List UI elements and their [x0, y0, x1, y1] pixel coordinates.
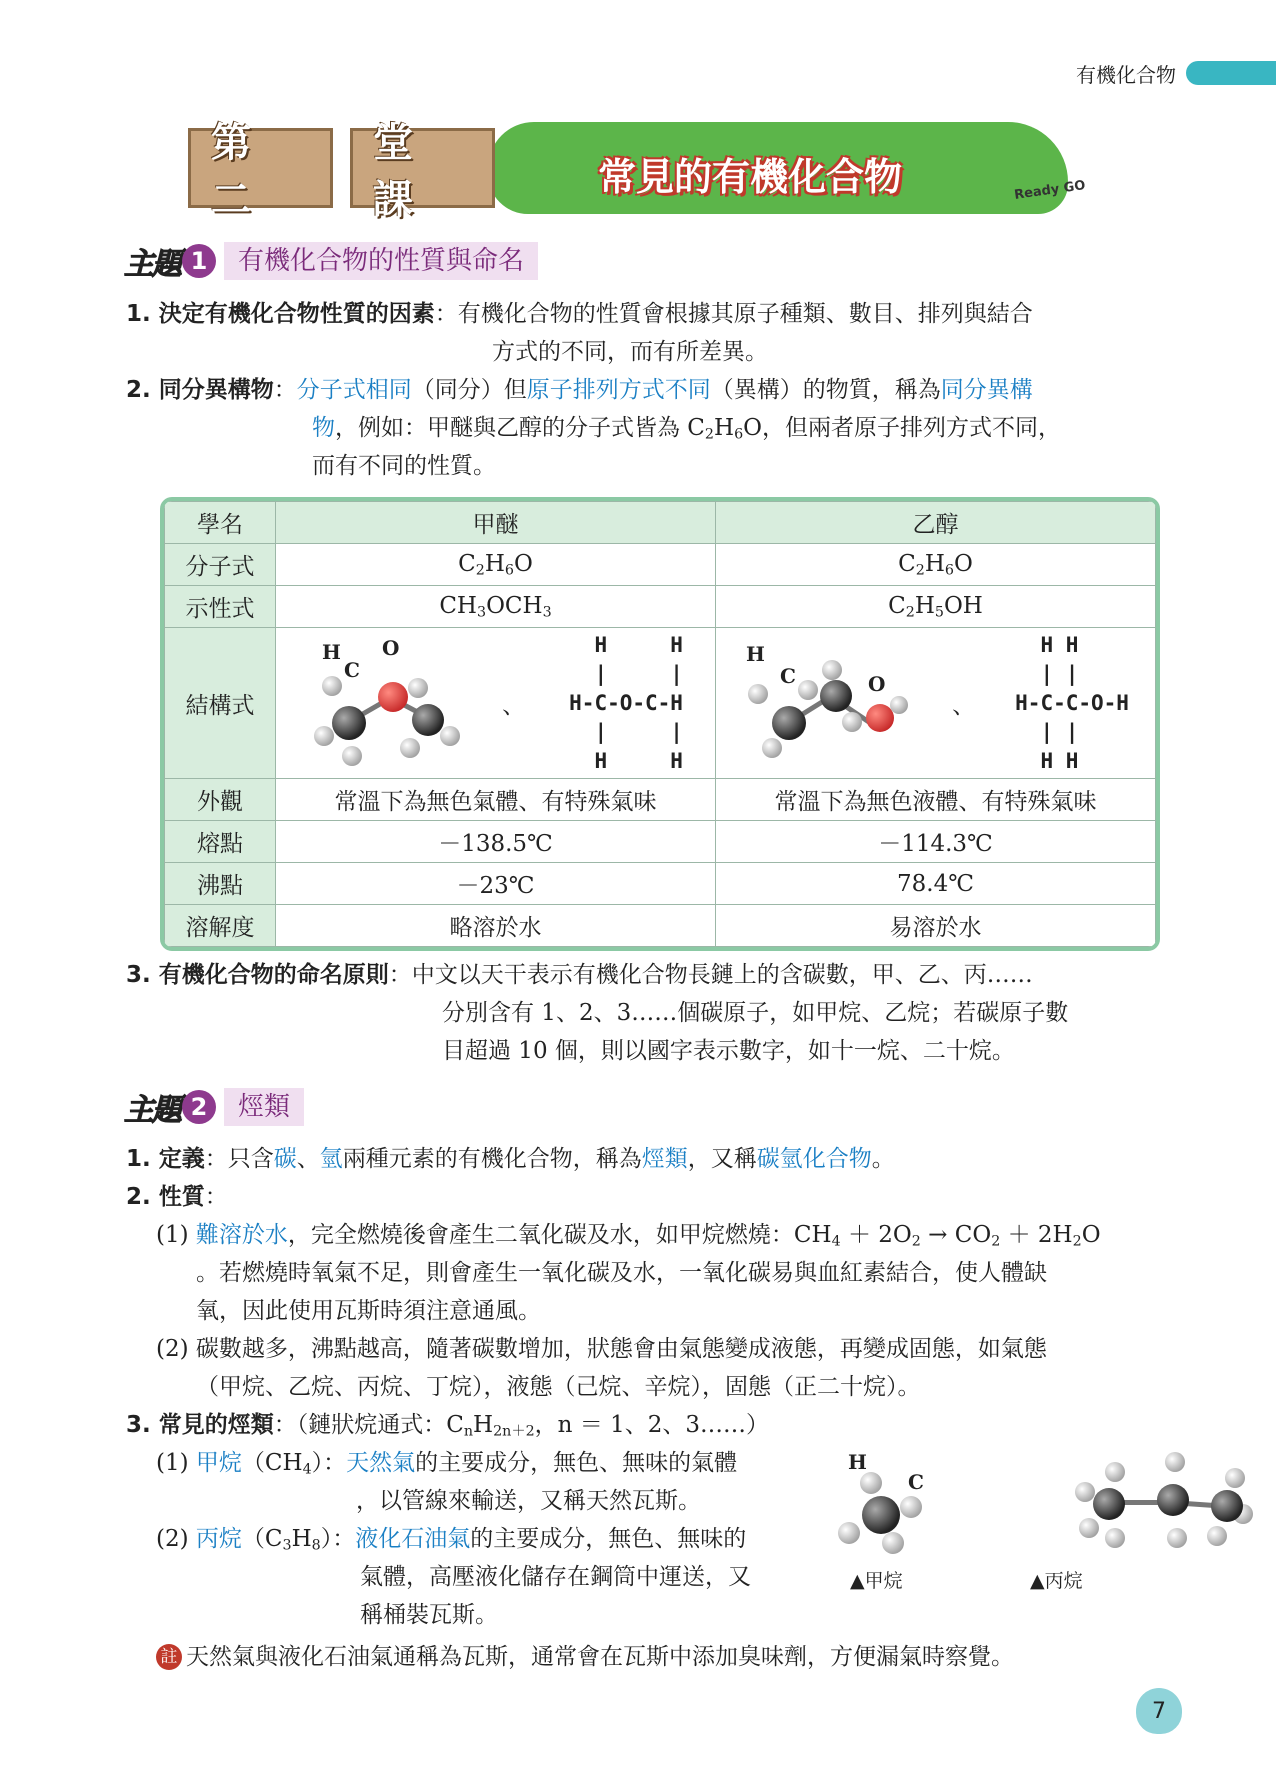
- propane-caption: ▲丙烷: [1030, 1570, 1083, 1592]
- methane-item: (1) 甲烷$(CH_4)$：天然氣的主要成分，無色、無味的氣體: [156, 1450, 738, 1478]
- row-label: 分子式: [165, 544, 276, 586]
- point-1: [126, 295, 1033, 333]
- table-row: [165, 821, 1156, 863]
- topic-number: 2: [182, 1090, 216, 1124]
- table-row: [165, 863, 1156, 905]
- propane-item: (2) 丙烷$(C_3H_8)$：液化石油氣的主要成分，無色、無味的: [156, 1526, 747, 1554]
- row-label: 結構式: [165, 628, 276, 779]
- row-label: 外觀: [165, 779, 276, 821]
- topic-tag: 主題: [124, 1093, 180, 1128]
- cell: 常溫下為無色液體、有特殊氣味: [716, 779, 1156, 821]
- point-label: 1. 決定有機化合物性質的因素: [126, 301, 435, 327]
- table-header: 乙醇: [716, 502, 1156, 544]
- propane-item-cont: 氣體，高壓液化儲存在鋼筒中運送，又: [360, 1564, 751, 1590]
- point-2: 2. 同分異構物：分子式相同（同分）但原子排列方式不同（異構）的物質，稱為同分異構: [126, 377, 1033, 403]
- cell: －23℃: [276, 863, 716, 905]
- separator: 、: [502, 692, 526, 719]
- ether-structural-formula: H H | | H-C-O-C-H | | H H: [569, 632, 683, 773]
- comparison-table: [160, 497, 1160, 951]
- cell: $C_2H_5OH$: [716, 586, 1156, 628]
- topic-title: 有機化合物的性質與命名: [224, 242, 538, 280]
- cell: －138.5℃: [276, 821, 716, 863]
- cell: 常溫下為無色氣體、有特殊氣味: [276, 779, 716, 821]
- definition: 1. 定義：只含碳、氫兩種元素的有機化合物，稱為烴類，又稱碳氫化合物。: [126, 1146, 895, 1172]
- point-label: 2. 同分異構物: [126, 377, 274, 403]
- methane-item-cont: ，以管線來輸送，又稱天然瓦斯。: [356, 1488, 701, 1514]
- cell: 略溶於水: [276, 905, 716, 947]
- row-label: 熔點: [165, 821, 276, 863]
- table-row: [165, 544, 1156, 586]
- topic-tag: 主題: [124, 247, 180, 282]
- property-1-cont-2: 氧，因此使用瓦斯時須注意通風。: [196, 1298, 541, 1324]
- topic-2-header: [124, 1088, 304, 1126]
- point-text: ：有機化合物的性質會根據其原子種類、數目、排列與結合: [434, 301, 1033, 327]
- property-1: (1) 難溶於水，完全燃燒後會產生二氧化碳及水，如甲烷燃燒：$CH_4 + 2O_2 \to CO_2 + 2H_2O$: [156, 1222, 1101, 1250]
- note-icon: 註: [156, 1644, 182, 1670]
- page-number: 7: [1136, 1688, 1182, 1734]
- table-row: [165, 779, 1156, 821]
- topic-number: 1: [182, 244, 216, 278]
- cell-structure-ether: [276, 628, 716, 779]
- cell: $CH_3OCH_3$: [276, 586, 716, 628]
- lesson-label-2: 堂課: [350, 128, 495, 208]
- row-label: 示性式: [165, 586, 276, 628]
- propane-model: [1075, 1452, 1255, 1552]
- lesson-title: 常見的有機化合物: [598, 155, 903, 199]
- cell: $C_2H_6O$: [716, 544, 1156, 586]
- point-2-cont: 物，例如：甲醚與乙醇的分子式皆為 $C_2H_6O$，但兩者原子排列方式不同，: [312, 415, 1061, 443]
- point-2-cont-2: 而有不同的性質。: [312, 453, 496, 479]
- point-3-cont-2: 目超過 10 個，則以國字表示數字，如十一烷、二十烷。: [442, 1038, 1015, 1064]
- lesson-banner: [188, 120, 1088, 223]
- methane-caption: ▲甲烷: [850, 1570, 903, 1592]
- table-header: 學名: [165, 502, 276, 544]
- lesson-label-1: 第 二: [188, 128, 333, 208]
- table-row: [165, 628, 1156, 779]
- chapter-title: 有機化合物: [1076, 62, 1176, 87]
- table-row: [165, 586, 1156, 628]
- point-3-cont: 分別含有 1、2、3……個碳原子，如甲烷、乙烷；若碳原子數: [442, 1000, 1069, 1026]
- topic-title: 烴類: [224, 1088, 304, 1126]
- point-label: 3. 有機化合物的命名原則: [126, 962, 389, 988]
- cell: －114.3℃: [716, 821, 1156, 863]
- table-header: 甲醚: [276, 502, 716, 544]
- ready-go-logo: Ready GO: [1013, 178, 1087, 203]
- property-2-cont: （甲烷、乙烷、丙烷、丁烷），液態（己烷、辛烷），固態（正二十烷）。: [196, 1374, 921, 1400]
- separator: 、: [952, 692, 976, 719]
- properties-label: 2. 性質：: [126, 1184, 228, 1210]
- cell: 易溶於水: [716, 905, 1156, 947]
- table-row: [165, 905, 1156, 947]
- methane-model: H C: [838, 1450, 938, 1550]
- cell: $C_2H_6O$: [276, 544, 716, 586]
- note: 註 天然氣與液化石油氣通稱為瓦斯，通常會在瓦斯中添加臭味劑，方便漏氣時察覺。: [156, 1638, 1014, 1676]
- cell-structure-ethanol: [716, 628, 1156, 779]
- point-1-cont: 方式的不同，而有所差異。: [492, 339, 768, 365]
- cell: 78.4℃: [716, 863, 1156, 905]
- ethanol-structural-formula: H H | | H-C-C-O-H | | H H: [1015, 632, 1129, 773]
- property-2: (2) 碳數越多，沸點越高，隨著碳數增加，狀態會由氣態變成液態，再變成固態，如氣態: [156, 1336, 1047, 1362]
- row-label: 溶解度: [165, 905, 276, 947]
- paw-icon: [1186, 61, 1276, 85]
- property-1-cont: 。若燃燒時氧氣不足，則會產生一氧化碳及水，一氧化碳易與血紅素結合，使人體缺: [196, 1260, 1047, 1286]
- point-3: 3. 有機化合物的命名原則：中文以天干表示有機化合物長鏈上的含碳數，甲、乙、丙……: [126, 962, 1033, 988]
- common-hydrocarbons: 3. 常見的烴類：（鏈狀烷通式：$C_nH_{2n+2}$，n ＝ 1、2、3……）: [126, 1412, 770, 1440]
- topic-1-header: [124, 242, 538, 280]
- chapter-tag: [1076, 58, 1276, 88]
- ethanol-model: H C O: [742, 638, 912, 768]
- row-label: 沸點: [165, 863, 276, 905]
- propane-item-cont-2: 稱桶裝瓦斯。: [360, 1602, 498, 1628]
- dimethyl-ether-model: H C O: [308, 638, 458, 768]
